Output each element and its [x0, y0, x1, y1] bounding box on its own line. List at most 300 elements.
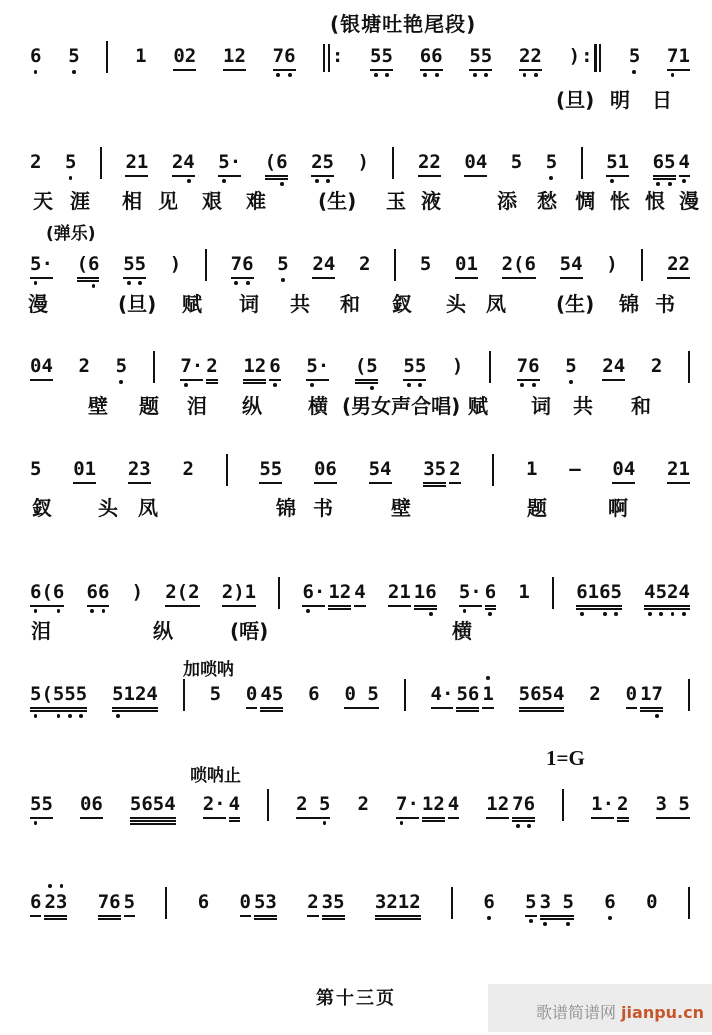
beam-line [328, 605, 351, 607]
low-octave-dot [473, 73, 477, 77]
note-token: (6 [77, 252, 100, 276]
note-token: 2 [78, 355, 90, 377]
note-token: 2· [203, 792, 226, 816]
lyric: 添 [497, 189, 517, 213]
beam-line [30, 817, 53, 819]
note-token: 51 [606, 150, 629, 174]
beam-line [626, 707, 637, 709]
beam-line [265, 175, 288, 177]
beam-line [273, 69, 296, 71]
note-token: 06 [80, 792, 103, 816]
lyric: 相 [122, 189, 142, 213]
watermark-site-url: jianpu.cn [621, 1003, 704, 1022]
note-token: 04 [612, 457, 635, 481]
beam-line [314, 482, 337, 484]
notation-line-9 [0, 888, 712, 914]
note-token: 12 [328, 580, 351, 604]
low-octave-dot [516, 824, 520, 828]
low-octave-dot [655, 714, 659, 718]
note-token: 4· [431, 682, 454, 706]
lyric: (男女声合唱) [342, 394, 461, 418]
note-token: 22 [519, 44, 542, 68]
note-token: 2 [589, 683, 601, 705]
barline [392, 147, 394, 179]
note-token: 55 [370, 44, 393, 68]
watermark [488, 984, 712, 1032]
beam-line [223, 69, 246, 71]
notation-line-2 [0, 148, 712, 174]
note-token: 65 [653, 150, 676, 174]
low-octave-dot [648, 612, 652, 616]
page-number: 第十三页 [316, 988, 396, 1009]
note-token: 6 [30, 44, 41, 68]
low-octave-dot [34, 609, 38, 613]
note-token: 5 [419, 253, 432, 275]
lyric: 纵 [153, 619, 173, 643]
beam-line [312, 277, 335, 279]
beam-line [602, 379, 625, 381]
beam-line [375, 918, 421, 920]
note-token: 04 [464, 150, 487, 174]
barline [267, 789, 269, 821]
notation-line-4 [0, 352, 712, 378]
lyric: 题 [527, 496, 547, 520]
low-octave-dot [187, 179, 191, 183]
note-group [180, 354, 217, 378]
beam-line [30, 379, 53, 381]
annotation: 1=G [546, 746, 585, 770]
beam-line [485, 605, 496, 607]
note-token: 5· [459, 580, 482, 604]
note-group [246, 682, 283, 706]
beam-line [269, 379, 280, 381]
note-token: 12 [486, 792, 509, 816]
lyric: 漫 [679, 189, 699, 213]
note-group [98, 890, 135, 914]
note-group [396, 792, 459, 816]
low-octave-dot [520, 383, 524, 387]
note-token: 0 [246, 682, 257, 706]
note-token: 55 [403, 354, 426, 378]
low-octave-dot [429, 612, 433, 616]
note-group [243, 354, 280, 378]
beam-line [206, 382, 217, 384]
beam-line [254, 915, 277, 917]
beam-line [328, 608, 351, 610]
beam-line [464, 175, 487, 177]
beam-line [560, 277, 583, 279]
note-token: 5 [565, 354, 576, 378]
note-token: 5 [116, 354, 127, 378]
high-octave-dot [48, 884, 52, 888]
note-token: 6· [302, 580, 325, 604]
beam-line [322, 915, 345, 917]
low-octave-dot [57, 714, 61, 718]
low-octave-dot [326, 179, 330, 183]
beam-line [679, 175, 690, 177]
lyric: 怅 [610, 189, 630, 213]
beam-line [370, 69, 393, 71]
beam-line [130, 820, 176, 822]
note-token: 5· [30, 252, 53, 276]
low-octave-dot [34, 714, 38, 718]
note-group [423, 457, 460, 481]
note-token: (5 [355, 354, 378, 378]
low-octave-dot [682, 612, 686, 616]
lyric: 恨 [645, 189, 665, 213]
beam-line [260, 710, 283, 712]
lyric: 愁 [537, 189, 557, 213]
beam-line [519, 707, 565, 709]
note-group [240, 890, 277, 914]
note-token: ) [451, 355, 464, 377]
note-token: 5 [124, 890, 135, 914]
lyric: 赋 [182, 292, 202, 316]
lyric: 漫 [28, 292, 48, 316]
lyric: 头 [446, 292, 466, 316]
beam-line [420, 69, 443, 71]
beam-line [355, 379, 378, 381]
low-octave-dot [119, 380, 123, 384]
lyric: 横 [452, 619, 472, 643]
note-token: 5· [306, 354, 329, 378]
beam-line [519, 710, 565, 712]
note-group [486, 792, 535, 816]
note-group [302, 580, 365, 604]
note-token: 3212 [375, 890, 421, 914]
low-octave-dot [682, 179, 686, 183]
low-octave-dot [69, 176, 73, 180]
beam-line [296, 817, 330, 819]
low-octave-dot [534, 73, 538, 77]
barline [106, 41, 108, 73]
lyric: 书 [655, 292, 675, 316]
note-token: 21 [388, 580, 411, 604]
beam-line [667, 482, 690, 484]
low-octave-dot [488, 612, 492, 616]
beam-line [77, 280, 100, 282]
note-group [525, 890, 574, 914]
low-octave-dot [92, 284, 96, 288]
note-token: 2 [358, 253, 371, 275]
low-octave-dot [310, 383, 314, 387]
lyric: 天 [33, 189, 53, 213]
note-token: 6 [30, 890, 41, 914]
note-token: ) [131, 581, 144, 603]
note-token: 6 [269, 354, 280, 378]
beam-line [653, 178, 676, 180]
beam-line [44, 918, 67, 920]
beam-line [667, 277, 690, 279]
lyric: 书 [313, 496, 333, 520]
beam-line [512, 817, 535, 819]
note-token: ) [606, 253, 618, 275]
note-token: – [569, 458, 581, 480]
note-token: 5· [218, 150, 241, 174]
annotation: (弹乐) [46, 224, 96, 244]
note-token: 1 [135, 45, 147, 67]
lyric: 头 [98, 496, 118, 520]
beam-line [130, 817, 176, 819]
low-octave-dot [529, 919, 533, 923]
low-octave-dot [276, 73, 280, 77]
beam-line [112, 710, 158, 712]
beam-line [128, 482, 151, 484]
low-octave-dot [632, 70, 636, 74]
low-octave-dot [34, 821, 38, 825]
low-octave-dot [385, 73, 389, 77]
note-token: 01 [455, 252, 478, 276]
beam-line [130, 823, 176, 825]
beam-line [229, 820, 240, 822]
beam-line [459, 605, 482, 607]
repeat-sign: : [322, 44, 343, 68]
high-octave-dot [486, 676, 490, 680]
low-octave-dot [138, 281, 142, 285]
note-token: 2)1 [222, 580, 256, 604]
note-token: 22 [418, 150, 441, 174]
note-token: 76 [273, 44, 296, 68]
barline [404, 679, 406, 711]
note-token: 5 [277, 252, 288, 276]
beam-line [243, 379, 266, 381]
barline [688, 887, 690, 919]
beam-line [517, 379, 540, 381]
low-octave-dot [527, 824, 531, 828]
note-token: 6 [483, 890, 494, 914]
note-token: 25 [311, 150, 334, 174]
low-octave-dot [246, 281, 250, 285]
lyric: (生) [318, 189, 357, 213]
note-token: 54 [560, 252, 583, 276]
beam-line [30, 707, 87, 709]
note-token: 24 [312, 252, 335, 276]
beam-line [525, 915, 536, 917]
beam-line [30, 605, 64, 607]
low-octave-dot [435, 73, 439, 77]
note-group [30, 890, 67, 914]
note-token: 55 [469, 44, 492, 68]
low-octave-dot [484, 73, 488, 77]
low-octave-dot [222, 179, 226, 183]
note-token: 4524 [644, 580, 690, 604]
annotation: 唢呐止 [190, 766, 241, 786]
lyric: 艰 [202, 189, 222, 213]
beam-line [355, 382, 378, 384]
barline [688, 679, 690, 711]
beam-line [456, 707, 479, 709]
note-token: 5(555 [30, 682, 87, 706]
low-octave-dot [614, 612, 618, 616]
note-token: 5654 [130, 792, 176, 816]
beam-line [246, 707, 257, 709]
lyric: (唔) [230, 619, 269, 643]
low-octave-dot [400, 821, 404, 825]
beam-line [644, 605, 690, 607]
beam-line [77, 277, 100, 279]
notation-line-6 [0, 578, 712, 604]
beam-line [240, 915, 251, 917]
note-token: 12 [422, 792, 445, 816]
low-octave-dot [549, 176, 553, 180]
beam-line [423, 485, 446, 487]
low-octave-dot [608, 916, 612, 920]
note-token: 2 [30, 151, 42, 173]
note-token: 02 [173, 44, 196, 68]
low-octave-dot [532, 383, 536, 387]
beam-line [125, 175, 148, 177]
barline [183, 679, 185, 711]
note-token: 2 [357, 793, 369, 815]
note-token: 76 [517, 354, 540, 378]
note-token: 66 [420, 44, 443, 68]
beam-line [449, 482, 460, 484]
beam-line [260, 707, 283, 709]
note-token: 4 [354, 580, 365, 604]
barline [562, 789, 564, 821]
beam-line [322, 918, 345, 920]
beam-line [455, 277, 478, 279]
beam-line [606, 175, 629, 177]
low-octave-dot [102, 609, 106, 613]
note-token: 76 [98, 890, 121, 914]
note-token: 71 [667, 44, 690, 68]
beam-line [165, 605, 199, 607]
beam-line [456, 710, 479, 712]
low-octave-dot [463, 609, 467, 613]
low-octave-dot [281, 278, 285, 282]
note-token: 2(6 [502, 252, 536, 276]
low-octave-dot [374, 73, 378, 77]
beam-line [612, 482, 635, 484]
beam-line [354, 605, 365, 607]
note-token: 55 [123, 252, 146, 276]
repeat-sign: ) : [569, 44, 602, 68]
note-token: 24 [602, 354, 625, 378]
low-octave-dot [315, 179, 319, 183]
lyric: 啊 [608, 496, 628, 520]
beam-line [617, 820, 628, 822]
beam-line [486, 817, 509, 819]
note-token: 1· [591, 792, 614, 816]
note-token: 12 [223, 44, 246, 68]
beam-line [576, 605, 622, 607]
note-token: 6 [308, 683, 320, 705]
lyric: 涯 [70, 189, 90, 213]
beam-line [653, 175, 676, 177]
beam-line [640, 710, 663, 712]
low-octave-dot [306, 609, 310, 613]
barline [226, 454, 228, 486]
note-token: 5124 [112, 682, 158, 706]
beam-line [173, 69, 196, 71]
beam-line [124, 915, 135, 917]
note-group [203, 792, 240, 816]
low-octave-dot [487, 916, 491, 920]
lyric: 见 [158, 189, 178, 213]
low-octave-dot [407, 383, 411, 387]
note-token: 2 5 [296, 792, 330, 816]
note-token: 6 [604, 890, 615, 914]
note-token: 24 [172, 150, 195, 174]
note-group [626, 682, 663, 706]
beam-line [254, 918, 277, 920]
beam-line [644, 608, 690, 610]
notation-line-5 [0, 455, 712, 481]
lyric: 玉 [386, 189, 406, 213]
lyric: 锦 [276, 496, 296, 520]
beam-line [311, 175, 334, 177]
lyric: 共 [573, 394, 593, 418]
beam-line [519, 69, 542, 71]
low-octave-dot [580, 612, 584, 616]
low-octave-dot [79, 714, 83, 718]
low-octave-dot [323, 821, 327, 825]
note-group [431, 682, 494, 706]
beam-line [422, 817, 445, 819]
note-token: 4 [679, 150, 690, 174]
note-token: 5 [629, 44, 640, 68]
beam-line [591, 817, 614, 819]
lyric: 釵 [392, 292, 412, 316]
lyric: 和 [340, 292, 360, 316]
note-token: ) [357, 151, 369, 173]
low-octave-dot [603, 612, 607, 616]
note-token: 22 [667, 252, 690, 276]
note-token: 7· [180, 354, 203, 378]
note-token: 6 [197, 891, 210, 913]
lyric: 日 [652, 88, 672, 112]
note-token: 56 [456, 682, 479, 706]
notation-line-3 [0, 250, 712, 276]
section-title: (银塘吐艳尾段) [330, 12, 477, 36]
note-token: 2 [449, 457, 460, 481]
note-token: ) [169, 253, 182, 275]
beam-line [512, 820, 535, 822]
beam-line [203, 817, 226, 819]
lyric: (旦) [556, 88, 595, 112]
lyric: 纵 [242, 394, 262, 418]
beam-line [414, 605, 437, 607]
beam-line [172, 175, 195, 177]
beam-line [222, 605, 256, 607]
beam-line [231, 277, 254, 279]
low-octave-dot [668, 182, 672, 186]
lyric: 词 [531, 394, 551, 418]
note-token: 1 [518, 581, 530, 603]
beam-line [396, 817, 419, 819]
note-token: 12 [243, 354, 266, 378]
note-group [459, 580, 496, 604]
beam-line [540, 915, 574, 917]
low-octave-dot [659, 612, 663, 616]
low-octave-dot [34, 281, 38, 285]
beam-line [667, 69, 690, 71]
note-token: 0 [646, 891, 658, 913]
barline [165, 887, 167, 919]
note-token: 5 [546, 150, 557, 174]
low-octave-dot [423, 73, 427, 77]
low-octave-dot [418, 383, 422, 387]
lyric: 惆 [575, 189, 595, 213]
note-token: 55 [30, 792, 53, 816]
note-token: 06 [314, 457, 337, 481]
lyric: (生) [556, 292, 595, 316]
note-token: 2(2 [165, 580, 199, 604]
note-token: 6(6 [30, 580, 64, 604]
barline [451, 887, 453, 919]
low-octave-dot [34, 70, 38, 74]
